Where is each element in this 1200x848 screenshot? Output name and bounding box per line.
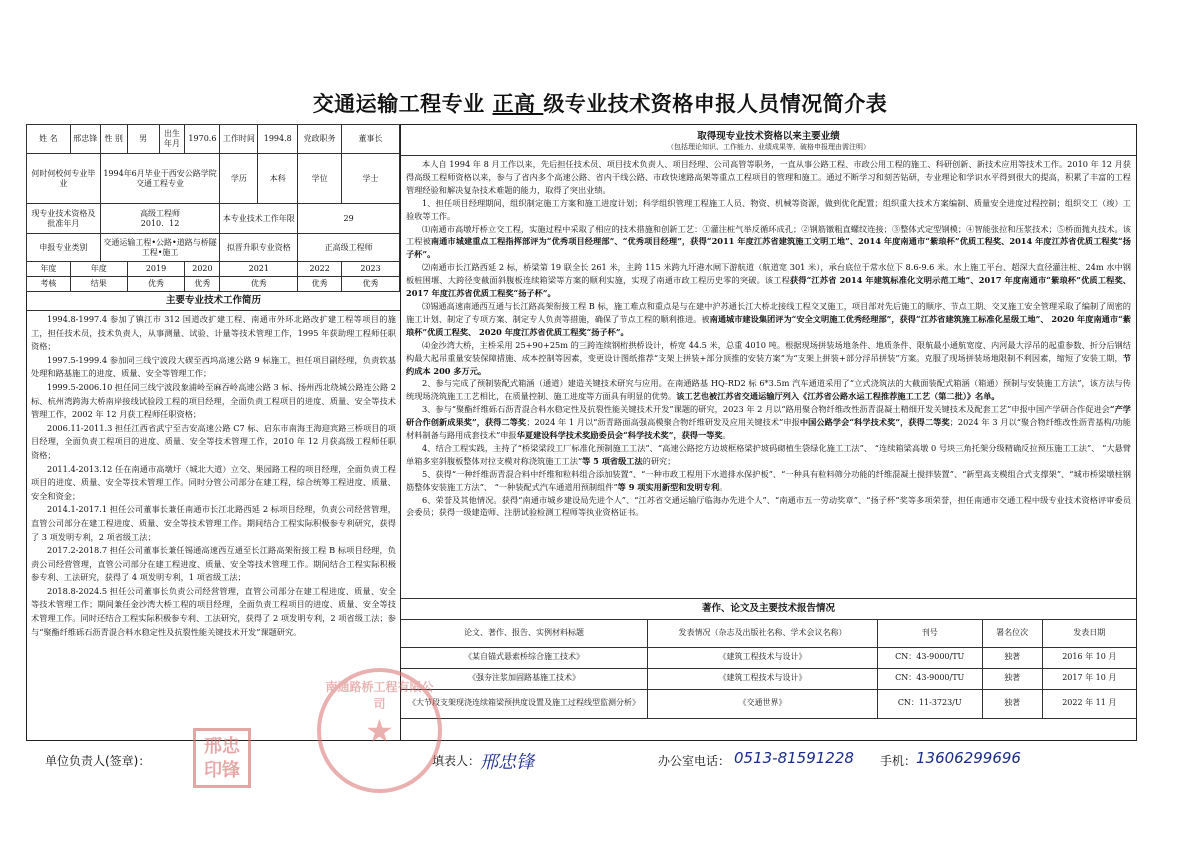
pubs-header-date: 发表日期 [1042, 620, 1136, 647]
birth-label: 出生年月 [159, 125, 185, 154]
cur-title: 高级工程师 [140, 208, 181, 218]
achievements-body [401, 156, 1136, 598]
degree-label: 学位 [298, 154, 342, 204]
achievement-para [406, 158, 1131, 197]
degree-value: 学士 [342, 154, 400, 204]
achievement-text: 。 [719, 481, 728, 492]
cur-title-cell [100, 204, 220, 234]
pub-date: 2022 年 11 月 [1042, 689, 1136, 718]
name-value: 邢忠锋 [70, 125, 100, 154]
personal-seal-text: 邢忠 印锋 [204, 736, 240, 781]
unit-signature-label: 单位负责人(签章)： [45, 754, 151, 768]
achievements-title: 取得现专业技术资格以来主要业绩 [697, 131, 840, 142]
pubs-header-order: 署名位次 [982, 620, 1042, 647]
post-label: 拟晋升职专业资格 [220, 234, 298, 262]
result-2023: 优秀 [342, 277, 400, 292]
resume-para: 1999.5-2006.10 担任同三线宁波段象浦岭至麻吞岭高速公路 3 标、扬州西北绕城公路连公路 2 标、杭州湾跨海大桥南岸接线试验段工程的项目经理，全面负责工程项目的进度、质量、安全等技术管理工作，2002 年 12 月获工程师任职资格； [31, 381, 396, 420]
achievement-text: 4、结合工程实践，主持了“桥梁梁段工厂标准化预制施工工法”、“高速公路挖方边坡框格梁护坡码砌植生袋绿化施工工法”、 “连续箱梁高墩 0 号块三角托架分级精确反拉预压施工工法”、 “大悬臂单箱多室斜腹板整体对拉支模对称浇筑施工工法” [406, 442, 1131, 466]
filler-label: 填表人： [432, 754, 481, 768]
year-2023: 2023 [342, 262, 400, 277]
achievement-para [406, 261, 1131, 300]
resume-para: 1997.5-1999.4 参加同三线宁波段大碶至西坞高速公路 9 标施工，担任项目副经理，负责软基处理和路基施工的进度、质量、安全等管理工作； [31, 354, 396, 379]
post-value: 正高级工程师 [298, 234, 400, 262]
apply-value: 交通运输工程•公路•道路与桥隧工程•施工 [100, 234, 220, 262]
pubs-header-issn: 刊号 [877, 620, 982, 647]
mobile-value: 13606299696 [916, 749, 1021, 767]
table-row [401, 689, 1136, 718]
party-label: 党政职务 [298, 125, 342, 154]
achievement-para [406, 300, 1131, 339]
achievement-para [406, 442, 1131, 468]
resume-para: 1994.8-1997.4 参加了镇江市 312 国道改扩建工程、南通市外环北路改扩建工程等项目的施工，担任技术员，技术负责人，从事测量、试验、计量等技术管理工作，1995 年获助理工程师任职资格； [31, 314, 396, 352]
company-seal-text: 南通路桥工程有限公司 [325, 680, 434, 711]
result-2022: 优秀 [298, 277, 342, 292]
pub-order: 独著 [982, 689, 1042, 718]
pub-date: 2016 年 10 月 [1042, 647, 1136, 668]
resume-para: 2017.2-2018.7 担任公司董事长兼任锡通高速西互通至长江路高架衔接工程 B 标项目经理，负责公司经营管理，直管公司部分在建工程进度、质量、安全等技术管理工作。期间结合工程实际积极参专利、工法研究，获得了 4 项发明专利，1 项省级工法； [31, 545, 396, 583]
exam-label: 考核 [27, 277, 71, 292]
resume-title: 主要专业技术工作简历 [27, 292, 400, 311]
achievement-text: 的研究； [642, 455, 676, 466]
achievements-header [401, 125, 1136, 156]
pub-venue: 《交通世界》 [648, 689, 878, 718]
year-label: 年度 [27, 262, 71, 277]
pubs-header-title: 论文、著作、报告、实例材料标题 [401, 620, 648, 647]
pub-date: 2017 年 10 月 [1042, 668, 1136, 689]
achievement-text: 2、参与完成了预制装配式箱涵（通道）建造关键技术研究与应用。在南通路基 HQ-RD2 标 6*3.5m 汽车通道采用了“立式浇筑法的大截面装配式箱涵（箱通）预制与安装施工方法”，该方法与传统现场浇筑施工工艺相比，在质量控制、施工进度等方面具有明显的优势。 [406, 378, 1131, 402]
exam-label-2: 结果 [70, 277, 127, 292]
achievement-text: ；2024 年 3 月以“聚合物纤维改性沥青基构/功能材料制备与路用成套技术”申报 [406, 417, 1131, 441]
pub-issn: CN：43-9000/TU [877, 647, 982, 668]
achievement-para [406, 494, 1131, 520]
year-2021: 2021 [220, 262, 298, 277]
right-column [401, 125, 1136, 740]
year-label-2: 年度 [70, 262, 127, 277]
achievement-text: 3、参与“聚酯纤维砾石沥青混合料水稳定性及抗裂性能关键技术开发”课题的研究，2023 年 2 月以“路用聚合物纤维改性沥青混凝土精细开发关键技术及配套工艺”申报中国产学研合作促进会 [422, 404, 1110, 415]
years-value: 29 [298, 204, 400, 234]
page-title: 交通运输工程专业 正高 级专业技术资格申报人员情况简介表 [312, 92, 888, 116]
party-value: 董事长 [342, 125, 400, 154]
achievement-highlight: 等 5 项省级工法 [582, 455, 643, 466]
form-frame [26, 124, 1137, 741]
grad-label: 何时何校何专业毕业 [27, 154, 101, 204]
pub-title: 《某自锚式悬索桥综合施工技术》 [401, 647, 648, 668]
resume-para: 2018.8-2024.5 担任公司董事长负责公司经营管理，直管公司部分在建工程进度、质量、安全等技术管理工作；期间兼任金沙湾大桥工程的项目经理，全面负责工程项目的进度、质量、安全等技术管理工作。同时还结合工程实际积极参专利、工法研究，获得了 2 项发明专利，2 项省级工法；参与“聚酯纤维砾石沥青混合料水稳定性及抗裂性能关键技术开发”课题研究。 [31, 585, 396, 637]
publications-table [401, 620, 1136, 719]
resume-para: 2014.1-2017.1 担任公司董事长兼任南通市长江北路西延 2 标项目经理，负责公司经营管理，直管公司部分在建工程进度、质量、安全等技术管理工作。期间结合工程实际积极参专利研究，获得了 3 项发明专利，2 项省级工法； [31, 504, 396, 542]
achievement-text: 5、获得“一种纤维沥青混合料中纤维和粒料组合添加装置”、“一种市政工程用下水道排水保护板”、“一种具有粒料筛分功能的纤维混凝土搅拌装置”、“新型高支模组合式支撑架”、“城市桥梁墩柱钢筋整体安装施工方法”、 “一种装配式汽车通道用预制组件” [406, 468, 1131, 492]
achievement-highlight: 等 9 项实用新型和发明专利 [617, 481, 720, 492]
pub-venue: 《建筑工程技术与设计》 [648, 668, 878, 689]
achievement-para [406, 403, 1131, 442]
name-label: 姓 名 [27, 125, 71, 154]
sex-value: 男 [127, 125, 159, 154]
title-label: 现专业技术资格及批准年月 [27, 204, 101, 234]
achievement-text: 。 [722, 430, 731, 441]
achievement-highlight: 南通城市建设集团评为“安全文明施工优秀经理部”，获得“江苏省建筑施工标准化星级工地”、 2020 年度南通市“紫琅杯”优质工程奖、 2020 年度江苏省优质工程奖“扬子杯”。 [406, 313, 1131, 337]
achievement-text: ；2024 年 1 月以“沥青路面高强高模聚合物纤维研发及应用关键技术”申报 [526, 417, 800, 428]
year-2020: 2020 [185, 262, 220, 277]
achievement-para [406, 339, 1131, 378]
cur-title-date: 2010．12 [140, 218, 180, 228]
achievement-para [406, 197, 1131, 223]
pub-title: 《强夯注浆加固路基施工技术》 [401, 668, 648, 689]
table-row [401, 668, 1136, 689]
work-label: 工作时间 [220, 125, 258, 154]
achievement-text: ⑵南通市长江路西延 2 标，桥梁第 19 联全长 261 米，主跨 115 米跨九圩港水闸下游航道（航道宽 301 米），承台底位于常水位下 8.6-9.6 米。水上施工平台、超深大直径灌注桩、24m 水中钢板桩围堰、大跨径变截面斜腹板连续箱梁等方案的顺利实施，实现了南通市政工程历史零的突破。该工程 [406, 262, 1131, 286]
result-2019: 优秀 [127, 277, 185, 292]
pub-order: 独著 [982, 668, 1042, 689]
personal-seal-stamp [193, 728, 251, 788]
years-label: 本专业技术工作年限 [220, 204, 298, 234]
phone-value: 0513-81591228 [734, 749, 854, 767]
left-column [27, 125, 401, 740]
apply-label: 申报专业类别 [27, 234, 101, 262]
star-icon: ★ [365, 712, 394, 750]
achievement-text: 6、荣誉及其他情况。获得“南通市城乡建设局先进个人”、“江苏省交通运输厅临海办先进个人”、“南通市五一劳动奖章”、“扬子杯”奖等多项荣誉，担任南通市交通工程中级专业技术资格评审委员会委员；获得一级建造师、注册试验检测工程师等执业资格证书。 [406, 494, 1131, 518]
achievement-text: 1、担任项目经理期间，组织制定施工方案和施工进度计划；科学组织管理工程施工人员、物资、机械等资源，做到优化配置；组织重大技术方案编制、质量安全进度过程控制；组织交工（竣）工验收等工作。 [406, 197, 1131, 221]
phone-label: 办公室电话： [658, 754, 731, 768]
achievement-para [406, 223, 1131, 262]
achievement-highlight: 华夏建设科学技术奖励委员会“科学技术奖”，获得一等奖 [516, 430, 723, 441]
achievement-highlight: 节约成本 200 多万元。 [406, 352, 1131, 376]
achievement-text: ⑴南通市高墩圩桥立交工程，实施过程中采取了相应的技术措施和创新工艺：①灌注桩气举反循环成孔；②钢筋镦粗直螺纹连接；③整体式定型钢模；④智能张拉和压浆技术；⑤桥面抛丸技术。该工程被 [406, 223, 1131, 247]
mobile-label: 手机： [880, 754, 917, 768]
achievement-para [406, 468, 1131, 494]
achievement-highlight: 中国公路学会“科学技术奖”，获得二等奖 [799, 417, 950, 428]
pub-issn: CN：43-9000/TU [877, 668, 982, 689]
table-row [401, 647, 1136, 668]
result-2021: 优秀 [220, 277, 298, 292]
pub-title: 《大节段支架现浇连续箱梁预拱度设置及施工过程线型监测分析》 [401, 689, 648, 718]
edu-label: 学历 [220, 154, 258, 204]
work-value: 1994.8 [258, 125, 298, 154]
year-2022: 2022 [298, 262, 342, 277]
pub-issn: CN：11-3723/U [877, 689, 982, 718]
edu-value: 本科 [258, 154, 298, 204]
company-seal-stamp [317, 668, 442, 793]
result-2020: 优秀 [185, 277, 220, 292]
resume-body [27, 311, 400, 639]
publications-title: 著作、论文及主要技术报告情况 [401, 598, 1136, 620]
filler-signature: 邢忠锋 [480, 752, 534, 773]
achievement-text: 本人自 1994 年 8 月工作以来，先后担任技术员、项目技术负责人、项目经理、公司高管等职务，一直从事公路工程、市政公用工程的施工、科研创新、新技术应用等技术工作。2010 年 12 月获得高级工程师资格以来，参与了省内多个高速公路、省内干线公路、市政快速路高架等重点工程项目的管理和施工。通过不断学习和刻苦钻研，专业理论和学识水平得到很大的提高，积累了丰富的工程管理经验和解决复杂技术难题的能力，取得了突出业绩。 [406, 159, 1131, 195]
achievement-highlight: 该工艺也被江苏省交通运输厅列入《江苏省公路水运工程推荐施工工艺（第二批）》名单。 [676, 391, 1000, 402]
achievement-highlight: “产学研合作创新成果奖”，获得二等奖 [406, 404, 1131, 428]
achievement-highlight: 获得“江苏省 2014 年建筑标准化文明示范工地”、2017 年度南通市“紫琅杯”优质工程奖、2017 年度江苏省优质工程奖“扬子杯”。 [406, 275, 1131, 299]
sex-label: 性 别 [100, 125, 127, 154]
pubs-header-venue: 发表情况（杂志及出版社名称、学术会议名称） [648, 620, 878, 647]
achievement-para [406, 377, 1131, 403]
pub-venue: 《建筑工程技术与设计》 [648, 647, 878, 668]
resume-para: 2006.11-2011.3 担任江西省武宁至吉安高速公路 C7 标、启东市南海王海迎宾路三桥项目的项目经理，全面负责工程项目的进度、质量、安全等技术管理工作，2010 年 12 月获高级工程师任职资格； [31, 422, 396, 460]
achievements-subtitle: （包括理论知识、工作能力、业绩成果等，破格申报理由需注明） [667, 143, 870, 151]
grad-value: 1994年6月毕业于西安公路学院交通工程专业 [100, 154, 220, 204]
achievement-text: ⑷金沙湾大桥，主桥采用 25+90+25m 的三跨连续钢桁拱桥设计，桥宽 44.5 米，总重 4010 吨。根据现场拼装场地条件、地质条件、限航最小通航宽度、内河最大浮吊的起重参数、折分后钢结构最大起吊重量安装保障措施、成本控制等因素，变更设计图纸推荐“支架上拼装+部分顶推的安装方案”为“支架上拼装+部分浮吊拼装”方案。克服了现场拼装场地限制不利因素，缩短了安装工期， [406, 339, 1131, 363]
pub-order: 独著 [982, 647, 1042, 668]
birth-value: 1970.6 [185, 125, 220, 154]
achievement-text: ⑶锡通高速南通西互通与长江路高架衔接工程 B 标，施工难点和重点是与在建中沪苏通长江大桥北接线工程交叉施工，项目部对先后施工的顺序、节点工期、交叉施工安全管理采取了编制了周密的施工计划、制定了专项方案、制定专人负责等措施，确保了节点工程的顺利推进。被 [406, 300, 1131, 324]
info-table [26, 124, 400, 292]
year-2019: 2019 [127, 262, 185, 277]
resume-para: 2011.4-2013.12 任在南通市高墩圩（城北大道）立交、果园路工程的项目经理，全面负责工程项目的进度、质量、安全等技术管理工作。同时分管公司部分在建工程，综合统筹工程进度、质量、安全和资金； [31, 463, 396, 501]
achievement-highlight: 南通市城建重点工程指挥部评为“优秀项目经理部”、“优秀项目经理”，获得“2011 年度江苏省建筑施工文明工地”、2014 年度南通市“紫琅杯”优质工程奖、2014 年度江苏省优质工程奖“扬子杯”。 [406, 236, 1131, 260]
